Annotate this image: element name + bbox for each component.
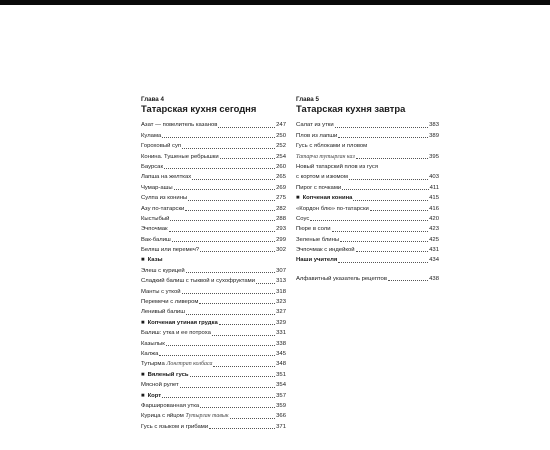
toc-entry bbox=[141, 410, 286, 420]
dot-leader bbox=[186, 314, 275, 315]
entry-title: Кыстыбый bbox=[141, 215, 170, 222]
dot-leader bbox=[256, 283, 275, 284]
page-number: 366 bbox=[276, 413, 286, 420]
toc-entry bbox=[141, 264, 286, 274]
entry-title: Эчпочмак с индейкой bbox=[296, 247, 355, 254]
entry-title: Кулама bbox=[141, 132, 162, 139]
entry-title: «Кордон блю» по-татарски bbox=[296, 205, 369, 212]
dot-leader bbox=[180, 387, 275, 388]
dot-leader bbox=[159, 355, 275, 356]
page-number: 275 bbox=[276, 195, 286, 202]
entry-title: Тутырма Лонгтрап колбаса bbox=[141, 361, 213, 368]
dot-leader bbox=[190, 376, 276, 377]
toc-entry bbox=[141, 337, 286, 347]
page-number: 313 bbox=[276, 278, 286, 285]
page-number: 254 bbox=[276, 153, 286, 160]
entry-title: Калжа bbox=[141, 350, 159, 357]
page-number: 265 bbox=[276, 174, 286, 181]
page-number: 351 bbox=[276, 371, 286, 378]
toc-entry bbox=[141, 161, 286, 171]
chapter-label: Глава 4 bbox=[141, 96, 164, 103]
page-number: 329 bbox=[276, 319, 286, 326]
page-number: 411 bbox=[429, 184, 439, 191]
toc-entry bbox=[296, 213, 439, 223]
entry-title: Зеленые блины bbox=[296, 236, 340, 243]
toc-entry bbox=[296, 150, 439, 160]
toc-entry bbox=[296, 140, 439, 150]
toc-entry bbox=[296, 244, 439, 254]
toc-entry bbox=[141, 244, 286, 254]
entry-title: Казылык bbox=[141, 340, 165, 347]
dot-leader bbox=[162, 397, 275, 398]
entry-title: Корт bbox=[147, 392, 162, 399]
page-number: 420 bbox=[429, 215, 439, 222]
toc-entry bbox=[141, 379, 286, 389]
toc-entry bbox=[141, 285, 286, 295]
entry-title: Копченая конина bbox=[302, 195, 353, 202]
dot-leader bbox=[170, 220, 275, 221]
dot-leader bbox=[186, 272, 275, 273]
toc-section-entry bbox=[141, 368, 286, 378]
chapter-label: Глава 5 bbox=[296, 96, 319, 103]
toc-entry bbox=[141, 171, 286, 181]
page-number: 354 bbox=[276, 382, 286, 389]
square-bullet-icon: ■ bbox=[141, 257, 145, 264]
page-number: 299 bbox=[276, 236, 286, 243]
entry-title: Перемечи с ливером bbox=[141, 299, 199, 306]
page-number: 425 bbox=[429, 236, 439, 243]
dot-leader bbox=[162, 137, 275, 138]
dot-leader bbox=[338, 262, 428, 263]
chapter-5-column bbox=[296, 96, 439, 283]
dot-leader bbox=[353, 200, 428, 201]
dot-leader bbox=[220, 158, 276, 159]
page-number: 293 bbox=[276, 226, 286, 233]
toc-entry bbox=[141, 348, 286, 358]
entry-title: Азат — повелитель казанов bbox=[141, 122, 218, 129]
toc-entry bbox=[141, 233, 286, 243]
square-bullet-icon: ■ bbox=[141, 392, 145, 399]
toc-entry bbox=[141, 150, 286, 160]
page-number: 269 bbox=[276, 184, 286, 191]
entry-title: Соус bbox=[296, 215, 310, 222]
page-number: 423 bbox=[429, 226, 439, 233]
dot-leader bbox=[164, 168, 275, 169]
page-number: 252 bbox=[276, 143, 286, 150]
page-number: 371 bbox=[276, 423, 286, 430]
page-number: 415 bbox=[429, 195, 439, 202]
toc-section-entry bbox=[141, 316, 286, 326]
dot-leader bbox=[388, 280, 428, 281]
chapter-4-column bbox=[141, 96, 286, 431]
dot-leader bbox=[219, 324, 275, 325]
chapter-title: Татарская кухня сегодня bbox=[141, 103, 257, 114]
toc-section-entry bbox=[296, 192, 439, 202]
page-number: 431 bbox=[429, 247, 439, 254]
entry-title: Манты с уткой bbox=[141, 288, 181, 295]
page-number: 438 bbox=[429, 275, 439, 282]
entry-title: Пирог с почками bbox=[296, 184, 342, 191]
dot-leader bbox=[338, 137, 428, 138]
square-bullet-icon: ■ bbox=[141, 371, 145, 378]
entry-title: Салат из утки bbox=[296, 122, 334, 129]
dot-leader bbox=[213, 366, 275, 367]
toc-list bbox=[141, 119, 286, 431]
entry-title: Сладкий балиш с тыквой и сухофруктами bbox=[141, 278, 256, 285]
toc-entry bbox=[141, 223, 286, 233]
toc-entry bbox=[141, 181, 286, 191]
entry-title: Ленивый балиш bbox=[141, 309, 185, 316]
entry-title: Пюре в соли bbox=[296, 226, 331, 233]
page-number: 288 bbox=[276, 215, 286, 222]
dot-leader bbox=[340, 241, 428, 242]
dot-leader bbox=[169, 231, 276, 232]
entry-title: Азу по-татарски bbox=[141, 205, 185, 212]
toc-entry bbox=[296, 161, 439, 171]
dot-leader bbox=[335, 127, 429, 128]
toc-section-entry bbox=[141, 389, 286, 399]
dot-leader bbox=[182, 148, 275, 149]
toc-entry bbox=[141, 400, 286, 410]
dot-leader bbox=[166, 345, 275, 346]
dot-leader bbox=[182, 293, 276, 294]
toc-entry bbox=[296, 119, 439, 129]
toc-entry bbox=[141, 275, 286, 285]
dot-leader bbox=[230, 418, 276, 419]
dot-leader bbox=[200, 251, 275, 252]
entry-title: Эчпочмак bbox=[141, 226, 168, 233]
toc-entry bbox=[296, 272, 439, 282]
page-number: 247 bbox=[276, 122, 286, 129]
entry-title: Вак-балиш bbox=[141, 236, 171, 243]
toc-entry bbox=[141, 140, 286, 150]
page-number: 282 bbox=[276, 205, 286, 212]
entry-title: Лапша на желтках bbox=[141, 174, 192, 181]
toc-entry bbox=[296, 254, 439, 264]
dot-leader bbox=[310, 220, 428, 221]
entry-title: Чумар-ашы bbox=[141, 184, 173, 191]
entry-title: Наши учителя bbox=[296, 257, 338, 264]
toc-entry bbox=[141, 358, 286, 368]
page-number: 348 bbox=[276, 361, 286, 368]
entry-title: Беляш или перемеч? bbox=[141, 247, 200, 254]
toc-entry bbox=[141, 119, 286, 129]
page-number: 434 bbox=[429, 257, 439, 264]
dot-leader bbox=[200, 407, 275, 408]
chapter-title: Татарская кухня завтра bbox=[296, 103, 406, 114]
entry-title: Балиш: утка и ее потроха bbox=[141, 330, 211, 337]
dot-leader bbox=[212, 335, 275, 336]
toc-entry bbox=[141, 327, 286, 337]
dot-leader bbox=[188, 200, 275, 201]
toc-entry bbox=[141, 192, 286, 202]
toc-entry bbox=[141, 306, 286, 316]
dot-leader bbox=[370, 210, 428, 211]
toc-entry bbox=[296, 202, 439, 212]
entry-title: с кортом и изюмом bbox=[296, 174, 348, 181]
entry-title: Копченая утиная грудка bbox=[147, 319, 218, 326]
dot-leader bbox=[172, 241, 275, 242]
entry-title bbox=[296, 154, 355, 161]
page-number: 383 bbox=[429, 122, 439, 129]
page-number: 307 bbox=[276, 267, 286, 274]
toc-entry bbox=[141, 213, 286, 223]
entry-title: Фаршированная утка bbox=[141, 402, 200, 409]
page-number: 338 bbox=[276, 340, 286, 347]
toc-list bbox=[296, 119, 439, 283]
toc-entry bbox=[296, 129, 439, 139]
entry-title: Вяленый гусь bbox=[147, 371, 189, 378]
toc-section-entry bbox=[141, 254, 286, 264]
page-number: 327 bbox=[276, 309, 286, 316]
dot-leader bbox=[349, 179, 428, 180]
page-number: 318 bbox=[276, 288, 286, 295]
dot-leader bbox=[174, 189, 276, 190]
entry-title: Казы bbox=[147, 257, 163, 264]
entry-title: Мясной рулет bbox=[141, 382, 179, 389]
entry-title: Плов из лапши bbox=[296, 132, 338, 139]
page-number: 403 bbox=[429, 174, 439, 181]
entry-title: Алфавитный указатель рецептов bbox=[296, 275, 387, 282]
toc-entry bbox=[141, 202, 286, 212]
square-bullet-icon: ■ bbox=[141, 319, 145, 326]
entry-title: Гороховый суп bbox=[141, 143, 182, 150]
dot-leader bbox=[356, 251, 429, 252]
entry-title: Гусь с яблоками и пловом bbox=[296, 143, 368, 150]
dot-leader bbox=[218, 127, 275, 128]
entry-italic-subtitle: Лонгтрап колбаса bbox=[166, 361, 213, 368]
page-number: 359 bbox=[276, 402, 286, 409]
toc-entry bbox=[141, 296, 286, 306]
dot-leader bbox=[356, 158, 428, 159]
dot-leader bbox=[342, 189, 428, 190]
dot-leader bbox=[209, 428, 275, 429]
toc-entry bbox=[296, 171, 439, 181]
entry-title: Новый татарский плов из гуся bbox=[296, 163, 379, 170]
page-number: 345 bbox=[276, 350, 286, 357]
dot-leader bbox=[332, 231, 429, 232]
page-number: 260 bbox=[276, 163, 286, 170]
dot-leader bbox=[185, 210, 275, 211]
toc-entry bbox=[296, 233, 439, 243]
toc-entry bbox=[296, 223, 439, 233]
page-number: 331 bbox=[276, 330, 286, 337]
dot-leader bbox=[199, 303, 275, 304]
entry-title: Сулпа из конины bbox=[141, 195, 188, 202]
toc-entry bbox=[141, 420, 286, 430]
entry-title: Конина. Тушеные ребрышки bbox=[141, 153, 219, 160]
toc-entry bbox=[296, 181, 439, 191]
page-number: 357 bbox=[276, 392, 286, 399]
page-number: 323 bbox=[276, 299, 286, 306]
page-number: 416 bbox=[429, 205, 439, 212]
entry-title: Гусь с языком и грибами bbox=[141, 423, 209, 430]
entry-italic-subtitle: Тутырган тавык bbox=[185, 413, 229, 420]
square-bullet-icon: ■ bbox=[296, 195, 300, 202]
top-border-bar bbox=[0, 0, 550, 5]
entry-title: Курица с яйцом Тутырган тавык bbox=[141, 413, 229, 420]
dot-leader bbox=[192, 179, 275, 180]
toc-entry bbox=[141, 129, 286, 139]
entry-title: Баурсак bbox=[141, 163, 164, 170]
page-number: 250 bbox=[276, 132, 286, 139]
entry-italic-subtitle: Татарча тутырган каз bbox=[296, 153, 355, 160]
page-number: 302 bbox=[276, 247, 286, 254]
page-number: 389 bbox=[429, 132, 439, 139]
entry-title: Элеш с курицей bbox=[141, 267, 185, 274]
page-number: 395 bbox=[429, 153, 439, 160]
